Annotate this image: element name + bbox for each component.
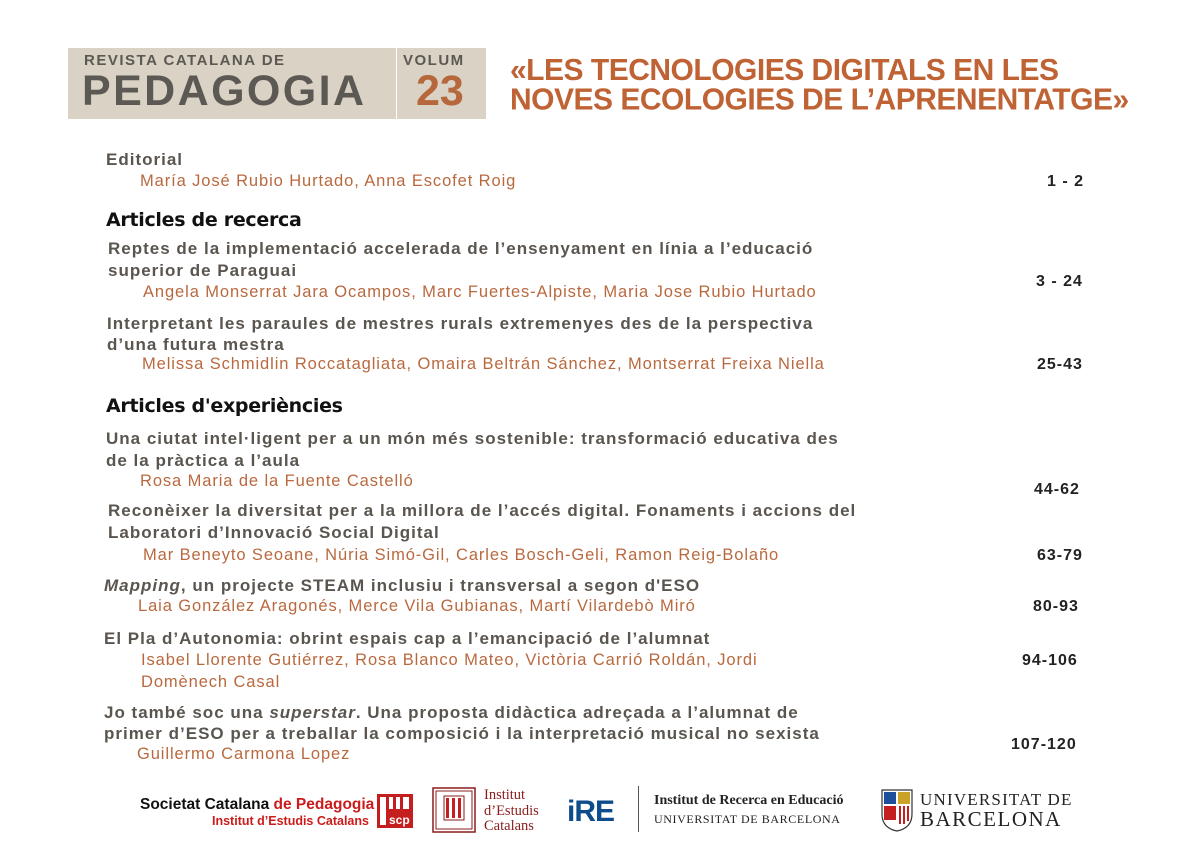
article-title-post: . Una proposta didàctica adreçada a l’alumnat de <box>355 703 799 722</box>
scp-name-b: de Pedagogia <box>273 796 375 813</box>
article-title: Reptes de la implementació accelerada de l’ensenyament en línia a l’educació <box>108 239 814 258</box>
iec-line1: Institut <box>484 787 526 803</box>
article-title-italic: superstar <box>269 703 356 722</box>
editorial-pages: 1 - 2 <box>1047 173 1085 190</box>
issue-title-line1: «LES TECNOLOGIES DIGITALS EN LES <box>510 53 1059 88</box>
article-pages: 80-93 <box>1033 598 1079 615</box>
ire-divider <box>638 786 639 832</box>
ire-university: UNIVERSITAT DE BARCELONA <box>654 812 841 826</box>
article-title: de la pràctica a l’aula <box>106 451 301 470</box>
article-title: superior de Paraguai <box>108 261 298 280</box>
issue-title <box>510 55 1130 115</box>
iec-line3: Catalans <box>484 818 534 834</box>
volume-number: 23 <box>416 67 464 115</box>
article-authors: Melissa Schmidlin Roccatagliata, Omaira Beltrán Sánchez, Montserrat Freixa Niella <box>142 355 825 373</box>
issue-title-line2: NOVES ECOLOGIES DE L’APRENENTATGE» <box>510 82 1129 117</box>
scp-name-a: Societat Catalana <box>140 796 274 813</box>
article-title: Laboratori d’Innovació Social Digital <box>108 523 440 542</box>
ire-logo-mark: iRE <box>567 795 615 828</box>
article-title: El Pla d’Autonomia: obrint espais cap a l’emancipació de l’alumnat <box>104 629 711 648</box>
scp-subtitle: Institut d’Estudis Catalans <box>212 814 369 828</box>
article-authors: Angela Monserrat Jara Ocampos, Marc Fuertes-Alpiste, Maria Jose Rubio Hurtado <box>143 283 817 301</box>
article-authors: Isabel Llorente Gutiérrez, Rosa Blanco Mateo, Victòria Carrió Roldán, Jordi <box>141 651 758 669</box>
article-authors: Laia González Aragonés, Merce Vila Gubianas, Martí Vilardebò Miró <box>138 597 696 615</box>
article-pages: 25-43 <box>1037 356 1083 373</box>
ub-line1: UNIVERSITAT DE <box>920 790 1073 809</box>
article-title: Reconèixer la diversitat per a la millora de l’accés digital. Fonaments i accions del <box>108 501 857 520</box>
article-title <box>104 575 700 596</box>
volume-divider <box>396 48 397 119</box>
article-pages: 94-106 <box>1022 652 1078 669</box>
journal-name-small: REVISTA CATALANA DE <box>84 52 286 69</box>
article-authors: Guillermo Carmona Lopez <box>137 745 351 763</box>
svg-text:scp: scp <box>389 813 410 827</box>
scp-emblem-icon <box>377 794 413 828</box>
section-heading-research: Articles de recerca <box>106 209 302 231</box>
iec-line2: d’Estudis <box>484 802 539 819</box>
article-title: Una ciutat intel·ligent per a un món més sostenible: transformació educativa des <box>106 429 839 448</box>
editorial-authors: María José Rubio Hurtado, Anna Escofet Roig <box>140 172 517 190</box>
ire-name: Institut de Recerca en Educació <box>654 793 844 808</box>
article-title <box>104 702 799 723</box>
article-title: d’una futura mestra <box>107 335 285 354</box>
article-title: primer d’ESO per a treballar la composició i la interpretació musical no sexista <box>104 724 820 743</box>
iec-seal-icon <box>432 787 476 833</box>
editorial-title: Editorial <box>106 150 184 169</box>
article-authors: Rosa Maria de la Fuente Castelló <box>140 472 414 490</box>
article-pages: 63-79 <box>1037 547 1083 564</box>
section-heading-experiences: Articles d'experiències <box>106 395 343 417</box>
journal-name-large: PEDAGOGIA <box>82 67 367 115</box>
article-pages: 44-62 <box>1034 481 1080 498</box>
article-pages: 107-120 <box>1011 736 1077 753</box>
volume-label: VOLUM <box>403 52 465 69</box>
article-pages: 3 - 24 <box>1036 273 1083 290</box>
scp-logo <box>140 796 374 828</box>
article-title-pre: Jo també soc una <box>104 703 270 722</box>
iec-logo-text <box>484 788 539 835</box>
ub-shield-icon <box>880 786 914 832</box>
article-authors: Domènech Casal <box>141 673 281 691</box>
article-authors: Mar Beneyto Seoane, Núria Simó-Gil, Carles Bosch-Geli, Ramon Reig-Bolaño <box>143 546 780 564</box>
article-title-italic: Mapping <box>104 576 181 595</box>
article-title: Interpretant les paraules de mestres rurals extremenyes des de la perspectiva <box>107 314 814 333</box>
ub-line2: BARCELONA <box>920 807 1062 831</box>
article-title-rest: , un projecte STEAM inclusiu i transversal a segon d'ESO <box>180 576 701 595</box>
